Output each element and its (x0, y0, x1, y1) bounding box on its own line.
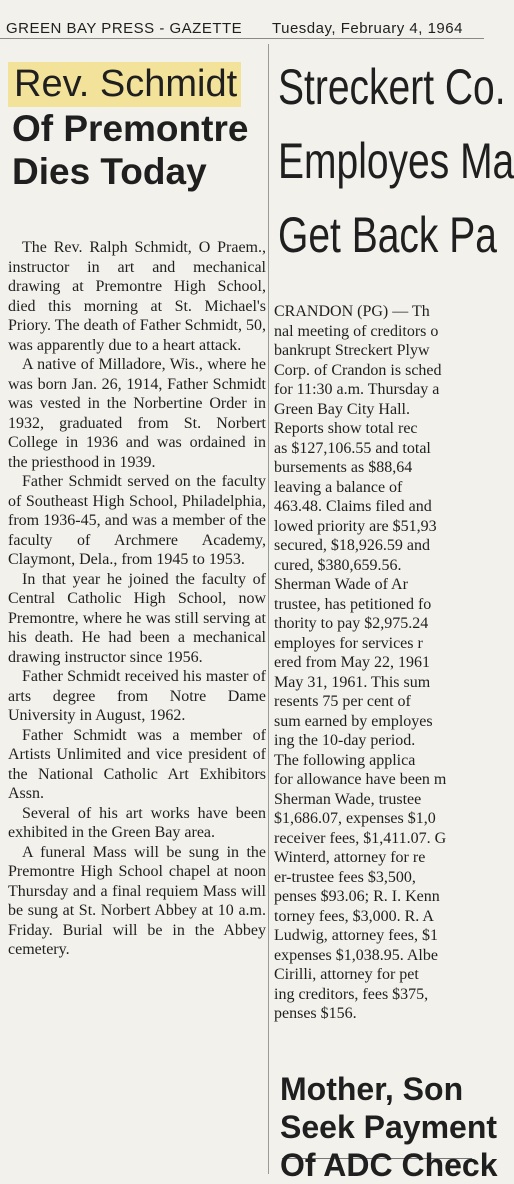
body-line: leaving a balance of (274, 478, 403, 496)
body-line: nal meeting of creditors o (274, 322, 439, 340)
body-line: Green Bay City Hall. (274, 400, 410, 418)
paragraph-3: Father Schmidt served on the faculty of Southeast High School, Philadelphia, from 1936-45, and was a member of the faculty of Archmere Academy, Claymont, Dela., from 1945 to 1953. (8, 473, 266, 568)
issue-date: Tuesday, February 4, 1964 (272, 20, 463, 37)
obituary-body (8, 238, 266, 960)
headline-line-1: Streckert Co. (278, 59, 506, 115)
streckert-body (274, 302, 504, 1024)
paragraph-8: A funeral Mass will be sung in the Premontre High School chapel at noon Thursday and a final requiem Mass will be sung at St. Norbert Abbey at 10 a.m. Friday. Burial will be in the Abbey cemetery. (8, 843, 266, 958)
obituary-headline (8, 62, 266, 194)
body-line: ing creditors, fees $375, (274, 985, 429, 1003)
body-line: as $127,106.55 and total (274, 439, 431, 457)
headline-line-1: Rev. Schmidt (8, 62, 241, 107)
body-line: er-trustee fees $3,500, (274, 868, 416, 886)
body-line: bankrupt Streckert Plyw (274, 342, 430, 359)
body-line: cured, $380,659.56. (274, 556, 402, 574)
body-line: trustee, has petitioned fo (274, 595, 432, 613)
body-line: Cirilli, attorney for pet (274, 966, 419, 983)
body-line: penses $156. (274, 1005, 357, 1022)
paragraph-7: Several of his art works have been exhibited in the Green Bay area. (8, 804, 266, 841)
headline-line-3: Get Back Pa (278, 207, 497, 263)
body-line: Sherman Wade, trustee (274, 790, 422, 808)
body-line: for allowance have been m (274, 771, 447, 788)
body-line: ered from May 22, 1961 (274, 654, 430, 671)
body-line: Winterd, attorney for re (274, 849, 426, 866)
body-line: penses $93.06; R. I. Kenn (274, 888, 440, 905)
column-divider (268, 44, 269, 1174)
body-line: sum earned by employes (274, 712, 433, 730)
headline-line-2: Of Premontre (12, 107, 249, 149)
body-line: secured, $18,926.59 and (274, 537, 430, 554)
paragraph-5: Father Schmidt received his master of arts degree from Notre Dame University in August, 1962. (8, 668, 266, 724)
body-line: torney fees, $3,000. R. A (274, 907, 434, 925)
paragraph-2: A native of Milladore, Wis., where he was born Jan. 26, 1914, Father Schmidt was vested in the Norbertine Order in 1932, graduated from St. Norbert College in 1936 and was ordained in the priesthood in 1939. (8, 356, 266, 471)
body-line: ing the 10-day period. (274, 732, 416, 749)
masthead (0, 0, 484, 39)
body-line: May 31, 1961. This sum (274, 673, 431, 691)
body-line: Corp. of Crandon is sched (274, 361, 442, 379)
body-line: thority to pay $2,975.24 (274, 615, 429, 632)
paragraph-1: The Rev. Ralph Schmidt, O Praem., instructor in art and mechanical drawing at Premontre High School, died this morning at St. Michael's Priory. The death of Father Schmidt, 50, was apparently due to a heart attack. (8, 239, 266, 354)
streckert-headline (278, 50, 514, 272)
body-line: Reports show total rec (274, 420, 418, 437)
left-column (0, 40, 267, 1180)
headline-line-1: Mother, Son (280, 1071, 464, 1107)
right-column (272, 40, 514, 1183)
headline-line-2: Employes Ma (278, 133, 514, 189)
body-line: bursements as $88,64 (274, 459, 413, 476)
headline-line-2: Seek Payment (280, 1109, 498, 1145)
body-line: The following applica (274, 751, 416, 769)
publication-name: GREEN BAY PRESS - GAZETTE (6, 20, 243, 37)
body-line: 463.48. Claims filed and (274, 498, 432, 515)
body-line: employes for services r (274, 634, 423, 652)
body-line: lowed priority are $51,93 (274, 517, 437, 535)
body-line: resents 75 per cent of (274, 693, 411, 710)
body-line: CRANDON (PG) — Th (274, 303, 430, 320)
body-line: for 11:30 a.m. Thursday a (274, 381, 440, 398)
adc-headline (280, 1070, 510, 1184)
body-line: Ludwig, attorney fees, $1 (274, 927, 438, 944)
body-line: expenses $1,038.95. Albe (274, 946, 438, 964)
paragraph-4: In that year he joined the faculty of Central Catholic High School, now Premontre, where he was still serving at his death. He had been a mechanical drawing instructor since 1956. (8, 570, 266, 666)
paragraph-6: Father Schmidt was a member of Artists Unlimited and vice president of the National Catholic Art Exhibitors Assn. (8, 726, 266, 802)
headline-line-3: Dies Today (12, 151, 207, 193)
body-line: $1,686.07, expenses $1,0 (274, 810, 436, 827)
body-line: receiver fees, $1,411.07. G (274, 829, 447, 847)
headline-line-3: Of ADC Check (280, 1147, 498, 1183)
body-line: Sherman Wade of Ar (274, 576, 408, 593)
